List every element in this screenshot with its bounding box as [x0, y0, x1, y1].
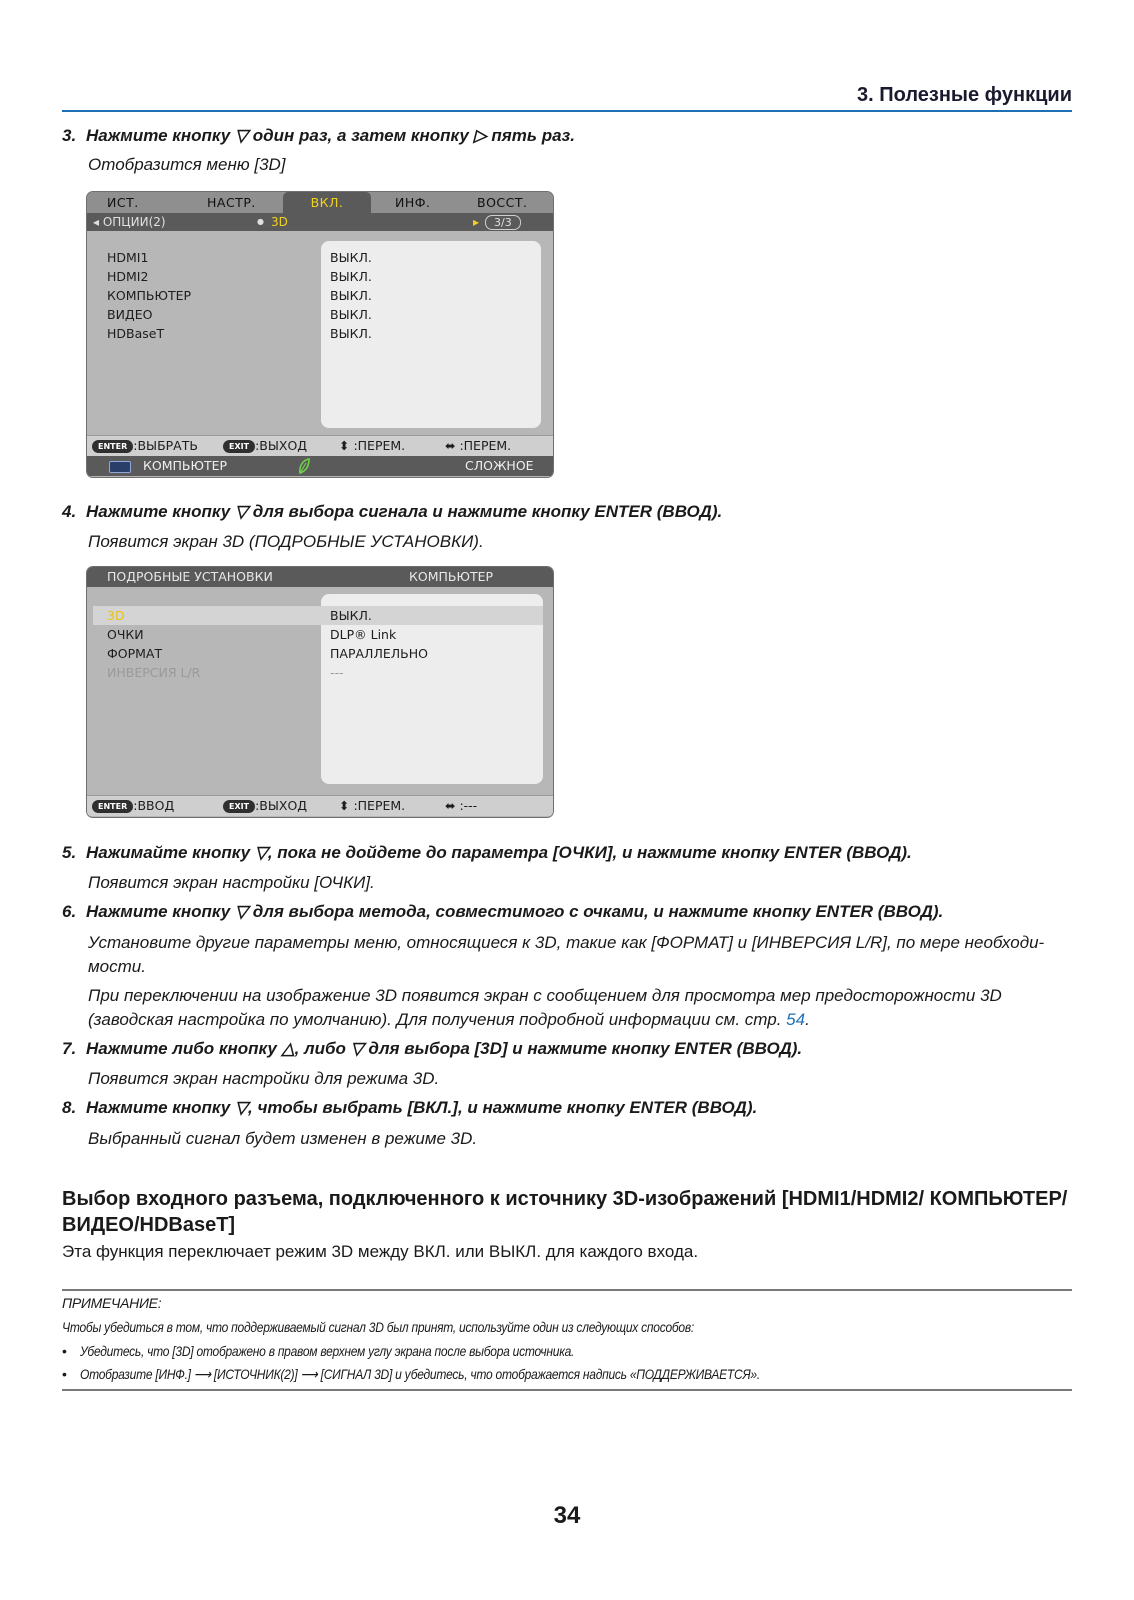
subtab-bullet-icon: ●: [257, 217, 264, 226]
menu-item-hdmi1[interactable]: HDMI1: [107, 250, 149, 265]
step-7-desc: Появится экран настройки для режима 3D.: [88, 1069, 440, 1088]
tab-setup[interactable]: НАСТР.: [207, 195, 256, 210]
step-6-desc-2: [88, 984, 1072, 1032]
menu-value-computer[interactable]: ВЫКЛ.: [330, 288, 372, 303]
eco-leaf-icon: [297, 458, 311, 474]
step-number: 6.: [62, 902, 77, 921]
step-7: [62, 1039, 1072, 1059]
menu-status-bar: [87, 456, 553, 476]
osd-menu-3d: [86, 191, 554, 478]
menu-value-glasses[interactable]: DLP® Link: [330, 627, 397, 642]
footer-move-leftright: ⬌ :ПЕРЕМ.: [445, 438, 512, 453]
menu-item-computer[interactable]: КОМПЬЮТЕР: [107, 288, 192, 303]
selected-row-highlight: [93, 606, 543, 625]
step-text: Нажмите кнопку ▽ для выбора сигнала и нажмите кнопку ENTER (ВВОД).: [86, 502, 723, 521]
step-6: [62, 902, 1072, 922]
tab-source[interactable]: ИСТ.: [107, 195, 139, 210]
menu-value-hdmi1[interactable]: ВЫКЛ.: [330, 250, 372, 265]
menu-title: ПОДРОБНЫЕ УСТАНОВКИ: [107, 569, 273, 584]
step-8-desc: Выбранный сигнал будет изменен в режиме 3D.: [88, 1129, 478, 1148]
note-top-rule: [62, 1289, 1072, 1291]
subtab-3d[interactable]: 3D: [271, 215, 288, 229]
page-indicator: 3/3: [485, 215, 521, 230]
note-intro: Чтобы убедиться в том, что поддерживаемый сигнал 3D был принят, используйте один из следующих способов:: [62, 1319, 694, 1335]
desc-line: При переключении на изображение 3D появится экран с сообщением для просмотра мер предосторожности 3D: [88, 986, 1002, 1005]
step-number: 4.: [62, 502, 77, 521]
menu-tabbar: [87, 192, 553, 213]
menu-item-hdmi2[interactable]: HDMI2: [107, 269, 149, 284]
enter-key-icon: ENTER: [92, 440, 133, 453]
step-text: Нажмите кнопку ▽ один раз, а затем кнопку ▷ пять раз.: [86, 126, 575, 145]
menu-value-hdmi2[interactable]: ВЫКЛ.: [330, 269, 372, 284]
bullet-icon: •: [62, 1366, 67, 1382]
desc-period: .: [805, 1010, 810, 1029]
subtab-options2[interactable]: ◂ ОПЦИИ(2): [93, 215, 166, 229]
menu-title-bar: [87, 567, 553, 587]
exit-key-icon: EXIT: [223, 800, 255, 813]
tab-on[interactable]: ВКЛ.: [283, 192, 371, 213]
footer-select: :ВЫБРАТЬ: [133, 438, 198, 453]
note-bullet-2: Отобразите [ИНФ.] ⟶ [ИСТОЧНИК(2)] ⟶ [СИГНАЛ 3D] и убедитесь, что отображается надпись «ПОДДЕРЖИВАЕТСЯ».: [80, 1366, 760, 1382]
footer-exit: :ВЫХОД: [255, 798, 308, 813]
step-5-desc: Появится экран настройки [ОЧКИ].: [88, 873, 375, 892]
step-6-desc-1: [88, 931, 1072, 979]
header-rule: [62, 110, 1072, 112]
header-title: 3. Полезные функции: [856, 84, 1072, 106]
note-bullet-1: Убедитесь, что [3D] отображено в правом верхнем углу экрана после выбора источника.: [80, 1343, 575, 1359]
menu-item-lr-invert: ИНВЕРСИЯ L/R: [107, 665, 201, 680]
step-text: Нажмите кнопку ▽ для выбора метода, совместимого с очками, и нажмите кнопку ENTER (ВВОД).: [86, 902, 944, 921]
page-number: 34: [553, 1502, 581, 1529]
menu-value-video[interactable]: ВЫКЛ.: [330, 307, 372, 322]
enter-key-icon: ENTER: [92, 800, 133, 813]
step-text: Нажмите либо кнопку △, либо ▽ для выбора [3D] и нажмите кнопку ENTER (ВВОД).: [86, 1039, 803, 1058]
menu-title-source: КОМПЬЮТЕР: [409, 569, 494, 584]
menu-value-hdbaset[interactable]: ВЫКЛ.: [330, 326, 372, 341]
step-number: 3.: [62, 126, 77, 145]
step-text: Нажмите кнопку ▽, чтобы выбрать [ВКЛ.], и нажмите кнопку ENTER (ВВОД).: [86, 1098, 758, 1117]
tab-info[interactable]: ИНФ.: [395, 195, 431, 210]
page-link[interactable]: 54: [786, 1010, 806, 1029]
bullet-icon: •: [62, 1343, 67, 1359]
right-arrow-icon[interactable]: ▸: [473, 215, 480, 229]
note-bottom-rule: [62, 1389, 1072, 1391]
menu-item-format[interactable]: ФОРМАТ: [107, 646, 163, 661]
footer-enter: :ВВОД: [133, 798, 175, 813]
desc-line: мости.: [88, 957, 146, 976]
step-3-desc: Отобразится меню [3D]: [88, 155, 286, 174]
status-mode: СЛОЖНОЕ: [465, 458, 534, 473]
desc-line: Установите другие параметры меню, относящиеся к 3D, такие как [ФОРМАТ] и [ИНВЕРСИЯ L/R], по мере необходи-: [88, 933, 1045, 952]
step-3: [62, 126, 1072, 146]
step-number: 5.: [62, 843, 77, 862]
computer-input-icon: [109, 461, 131, 473]
footer-exit: :ВЫХОД: [255, 438, 308, 453]
status-source: КОМПЬЮТЕР: [143, 458, 228, 473]
exit-key-icon: EXIT: [223, 440, 255, 453]
footer-move-updown: ⬍ :ПЕРЕМ.: [339, 438, 406, 453]
menu-footer: [87, 435, 553, 456]
section-body: Эта функция переключает режим 3D между ВКЛ. или ВЫКЛ. для каждого входа.: [62, 1242, 699, 1261]
menu-value-lr-invert: ---: [330, 665, 344, 680]
desc-line: (заводская настройка по умолчанию). Для получения подробной информации см. стр.: [88, 1010, 782, 1029]
menu-item-glasses[interactable]: ОЧКИ: [107, 627, 144, 642]
menu-subbar: [87, 213, 553, 231]
footer-move-leftright: ⬌ :---: [445, 798, 478, 813]
step-8: [62, 1098, 1072, 1118]
menu-item-hdbaset[interactable]: HDBaseT: [107, 326, 165, 341]
menu-value-3d[interactable]: ВЫКЛ.: [330, 608, 372, 623]
step-number: 7.: [62, 1039, 77, 1058]
step-4-desc: Появится экран 3D (ПОДРОБНЫЕ УСТАНОВКИ).: [88, 532, 484, 551]
footer-move-updown: ⬍ :ПЕРЕМ.: [339, 798, 406, 813]
step-text: Нажимайте кнопку ▽, пока не дойдете до параметра [ОЧКИ], и нажмите кнопку ENTER (ВВОД).: [86, 843, 912, 862]
step-number: 8.: [62, 1098, 77, 1117]
note-heading: ПРИМЕЧАНИЕ:: [62, 1295, 162, 1311]
menu-item-3d[interactable]: 3D: [107, 608, 125, 623]
menu-value-format[interactable]: ПАРАЛЛЕЛЬНО: [330, 646, 428, 661]
step-5: [62, 843, 1072, 863]
tab-reset[interactable]: ВОССТ.: [477, 195, 528, 210]
osd-menu-detailed-settings: [86, 566, 554, 818]
step-4: [62, 502, 1072, 522]
section-title: Выбор входного разъема, подключенного к источнику 3D-изображений [HDMI1/HDMI2/ КОМПЬЮТЕР/ВИДЕО/HDBaseT]: [62, 1188, 1068, 1236]
menu-footer: [87, 795, 553, 816]
menu-item-video[interactable]: ВИДЕО: [107, 307, 153, 322]
